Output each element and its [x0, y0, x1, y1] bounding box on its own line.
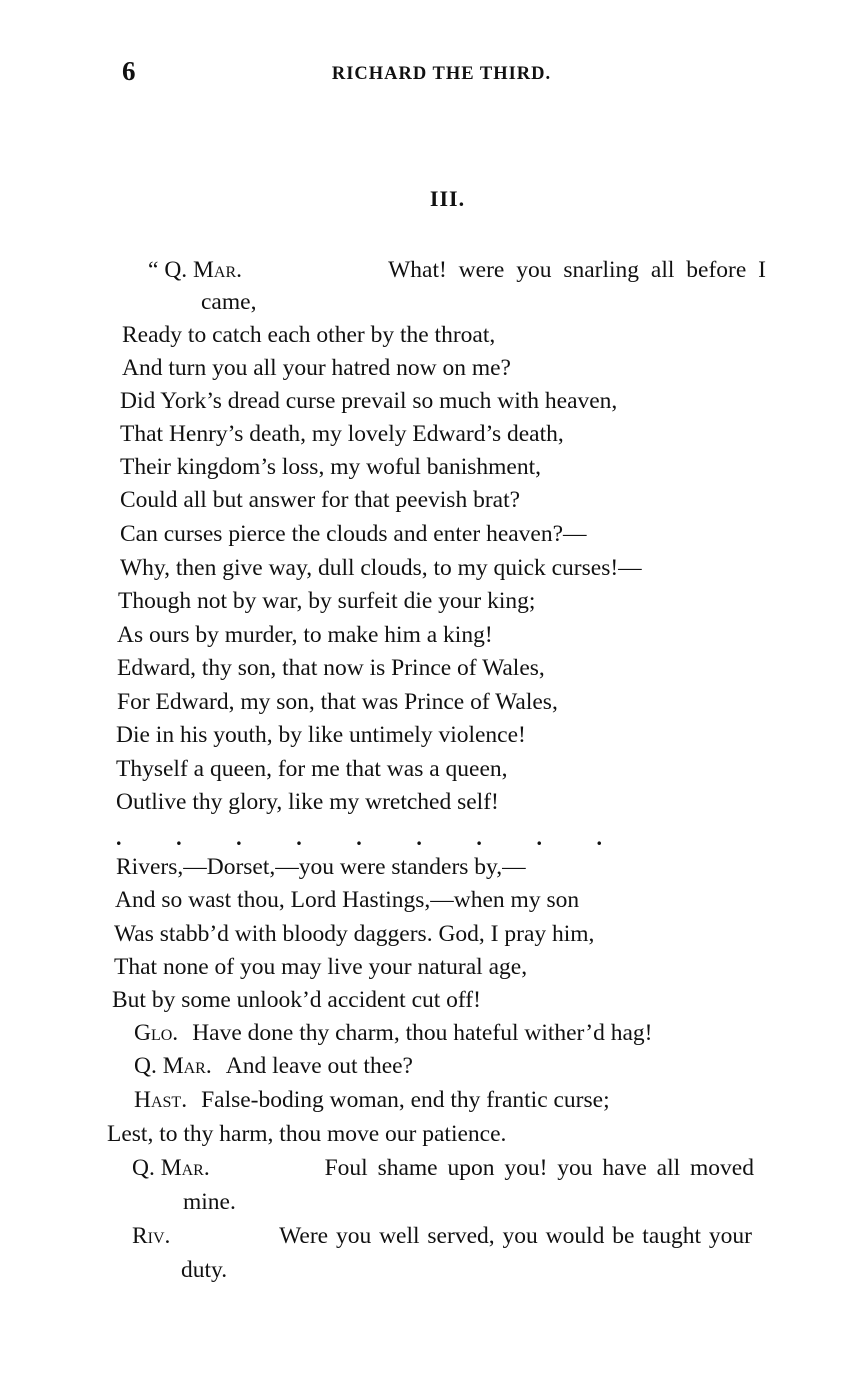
verse-line: Die in his youth, by like untimely violence!: [116, 722, 526, 748]
speech-riv: [132, 1221, 752, 1251]
dot: .: [356, 825, 362, 850]
speaker-name: Riv.: [132, 1223, 171, 1249]
speaker-name: Q. Mar.: [164, 257, 243, 283]
speaker-name: Q. Mar.: [132, 1155, 210, 1181]
speech-hast: [134, 1085, 610, 1115]
verse-line: And turn you all your hatred now on me?: [122, 355, 511, 381]
verse-line: As ours by murder, to make him a king!: [117, 622, 493, 648]
dot: .: [296, 825, 302, 850]
speech-glo: [134, 1018, 652, 1048]
verse-text: Were you well served, you would be taught your: [279, 1223, 752, 1249]
verse-line: Ready to catch each other by the throat,: [122, 322, 496, 348]
verse-text: False-boding woman, end thy frantic curse;: [201, 1087, 610, 1113]
dot: .: [536, 825, 542, 850]
speech-qmar: [134, 1051, 413, 1081]
verse-line: That none of you may live your natural age,: [114, 954, 528, 980]
verse-line: Could all but answer for that peevish brat?: [120, 487, 521, 513]
verse-line: Was stabb’d with bloody daggers. God, I pray him,: [114, 921, 595, 947]
dot: .: [176, 825, 182, 850]
verse-line: Their kingdom’s loss, my woful banishment,: [120, 454, 542, 480]
verse-text: What! were you snarling all before I: [388, 257, 766, 283]
verse-line: Lest, to thy harm, thou move our patience.: [107, 1121, 507, 1147]
open-quote: “: [148, 257, 159, 283]
running-title: RICHARD THE THIRD.: [331, 64, 552, 84]
page-number: 6: [122, 56, 136, 86]
verse-text: Have done thy charm, thou hateful wither’d hag!: [192, 1020, 653, 1046]
speaker-name: Glo.: [134, 1020, 179, 1046]
speech-start: [148, 255, 256, 285]
speech-qmar: [132, 1153, 754, 1183]
verse-text: Foul shame upon you! you have all moved: [324, 1155, 754, 1181]
verse-line: For Edward, my son, that was Prince of Wales,: [117, 689, 558, 715]
verse-line: Though not by war, by surfeit die your king;: [118, 588, 536, 614]
verse-line: Outlive thy glory, like my wretched self!: [116, 789, 499, 815]
dot: .: [476, 825, 482, 850]
verse-line: [148, 255, 766, 285]
dot: .: [596, 825, 602, 850]
verse-line: Edward, thy son, that now is Prince of Wales,: [117, 655, 545, 681]
omission-dots: [116, 825, 602, 851]
verse-line: Rivers,—Dorset,—you were standers by,—: [116, 854, 526, 880]
section-number: III.: [429, 186, 466, 211]
dot: .: [416, 825, 422, 850]
verse-line: Why, then give way, dull clouds, to my quick curses!—: [120, 555, 642, 581]
speaker-name: Hast.: [134, 1087, 188, 1113]
dot: .: [116, 825, 122, 850]
verse-line: Did York’s dread curse prevail so much with heaven,: [120, 388, 618, 414]
verse-text: And leave out thee?: [225, 1053, 413, 1079]
verse-line-continuation: mine.: [183, 1189, 236, 1215]
speaker-name: Q. Mar.: [134, 1053, 212, 1079]
verse-line: But by some unlook’d accident cut off!: [112, 987, 481, 1013]
verse-line-continuation: duty.: [181, 1257, 228, 1283]
verse-line: Thyself a queen, for me that was a queen,: [116, 756, 508, 782]
verse-line: That Henry’s death, my lovely Edward’s death,: [120, 421, 564, 447]
verse-line: And so wast thou, Lord Hastings,—when my son: [115, 887, 580, 913]
verse-line-continuation: came,: [201, 289, 257, 315]
dot: .: [236, 825, 242, 850]
verse-line: Can curses pierce the clouds and enter heaven?—: [120, 521, 587, 547]
